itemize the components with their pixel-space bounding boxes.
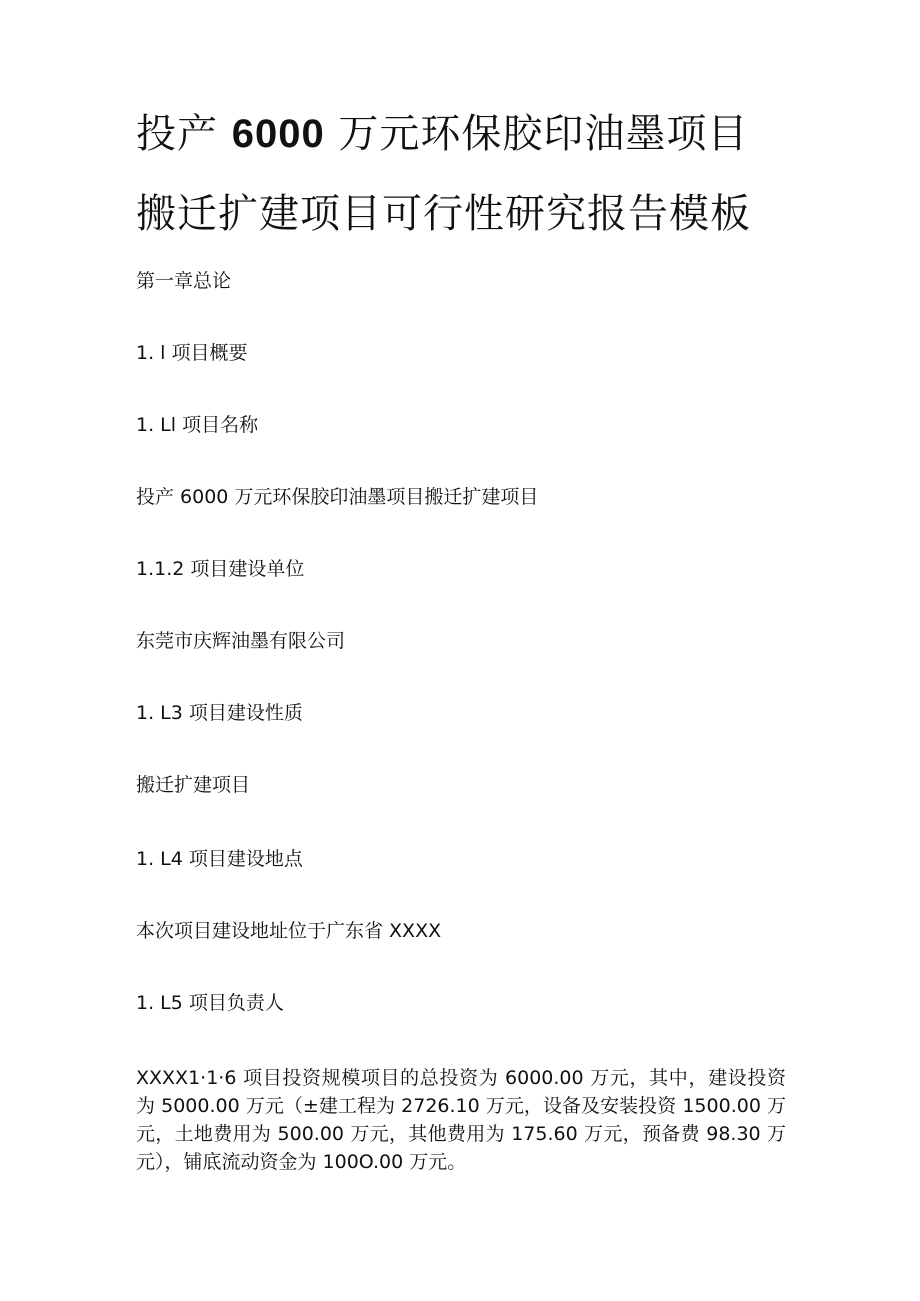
title-suffix: 万元环保胶印油墨项目 bbox=[338, 111, 749, 157]
document-title-line-2: 搬迁扩建项目可行性研究报告模板 bbox=[136, 191, 751, 237]
title-number: 6000 bbox=[231, 112, 325, 156]
document-title-line-1 bbox=[136, 110, 748, 158]
section-heading-1-1-5: 1. L5 项目负责人 bbox=[136, 992, 284, 1014]
section-heading-1-1-3: 1. L3 项目建设性质 bbox=[136, 702, 303, 724]
section-heading-1-1-4: 1. L4 项目建设地点 bbox=[136, 848, 303, 870]
project-nature-text: 搬迁扩建项目 bbox=[136, 774, 251, 796]
investment-paragraph: XXXX1·1·6 项目投资规模项目的总投资为 6000.00 万元，其中，建设投资为 5000.00 万元（±建工程为 2726.10 万元，设备及安装投资 1500.00 万元，土地费用为 500.00 万元，其他费用为 175.60 万元，预备费 98.30 万元），铺底流动资金为 100O.00 万元。 bbox=[136, 1067, 786, 1173]
chapter-heading: 第一章总论 bbox=[136, 270, 232, 292]
title-prefix: 投产 bbox=[136, 111, 218, 157]
company-name-text: 东莞市庆辉油墨有限公司 bbox=[136, 630, 346, 652]
project-location-text: 本次项目建设地址位于广东省 XXXX bbox=[136, 920, 442, 942]
section-heading-1-1: 1. l 项目概要 bbox=[136, 342, 248, 364]
project-name-text: 投产 6000 万元环保胶印油墨项目搬迁扩建项目 bbox=[136, 486, 539, 508]
section-heading-1-1-2: 1.1.2 项目建设单位 bbox=[136, 558, 305, 580]
section-heading-1-1-1: 1. Ll 项目名称 bbox=[136, 414, 259, 436]
